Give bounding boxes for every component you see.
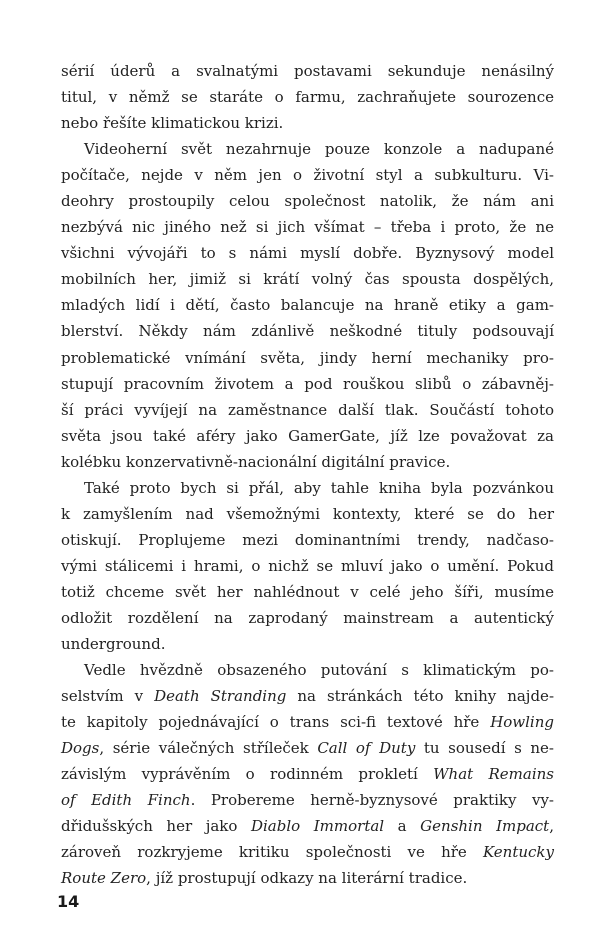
italic-title: Dogs bbox=[61, 739, 100, 758]
italic-title: Death Stranding bbox=[154, 687, 287, 706]
text-line: kolébku konzervativně-nacionální digitální pravice. bbox=[61, 452, 451, 471]
text-line bbox=[61, 735, 554, 761]
italic-title: What Remains bbox=[433, 765, 555, 784]
italic-title: Howling bbox=[490, 713, 554, 732]
text-line: problematické vnímání světa, jindy herní mechaniky pro- bbox=[61, 348, 554, 367]
text-line bbox=[61, 839, 554, 865]
text-line bbox=[61, 683, 554, 709]
text-line: všichni vývojáři to s námi myslí dobře. Byznysový model bbox=[61, 244, 554, 263]
italic-title: Call of Duty bbox=[317, 739, 416, 758]
text-run: závislým vyprávěním o rodinném prokletí bbox=[61, 765, 434, 784]
text-line bbox=[61, 761, 554, 787]
text-line: Také proto bych si přál, aby tahle kniha byla pozvánkou bbox=[84, 478, 554, 497]
text-line: mladých lidí i dětí, často balancuje na hraně etiky a gam- bbox=[61, 296, 554, 315]
text-run: zároveň rozkryjeme kritiku společnosti ve hře bbox=[61, 843, 483, 862]
text-run: dřidušských her jako bbox=[61, 817, 251, 836]
text-line: Videoherní svět nezahrnuje pouze konzole a nadupané bbox=[84, 140, 554, 159]
text-run: . Probereme herně-byznysové praktiky vy- bbox=[190, 791, 554, 810]
body-text bbox=[61, 58, 554, 892]
text-line: deohry prostoupily celou společnost natolik, že nám ani bbox=[61, 192, 554, 211]
text-line: underground. bbox=[61, 635, 166, 654]
text-line: ší práci vyvíjejí na zaměstnance další tlak. Součástí tohoto bbox=[61, 400, 554, 419]
text-line: titul, v němž se staráte o farmu, zachraňujete sourozence bbox=[61, 88, 554, 107]
text-line bbox=[61, 709, 554, 735]
text-line: světa jsou také aféry jako GamerGate, jíž lze považovat za bbox=[61, 426, 554, 445]
italic-title: Genshin Impact bbox=[420, 817, 550, 836]
text-line: Vedle hvězdně obsazeného putování s klimatickým po- bbox=[84, 661, 554, 680]
text-line: odložit rozdělení na zaprodaný mainstream a autentický bbox=[61, 608, 554, 627]
page-number: 14 bbox=[57, 892, 80, 911]
text-run: te kapitoly pojednávající o trans sci-fi textové hře bbox=[61, 713, 491, 732]
italic-title: of Edith Finch bbox=[61, 791, 191, 810]
text-run: tu sousedí s ne- bbox=[415, 739, 554, 758]
text-run: a bbox=[384, 817, 421, 836]
text-line: sérií úderů a svalnatými postavami sekunduje nenásilný bbox=[61, 62, 554, 80]
text-run: , bbox=[549, 817, 554, 836]
text-run: , série válečných stříleček bbox=[99, 739, 318, 758]
text-run: na stránkách této knihy najde- bbox=[286, 687, 555, 706]
text-line bbox=[61, 787, 554, 813]
italic-title: Diablo Immortal bbox=[250, 817, 385, 836]
text-line bbox=[61, 865, 554, 891]
text-line: k zamyšlením nad všemožnými kontexty, které se do her bbox=[61, 504, 554, 523]
text-run: selstvím v bbox=[61, 687, 155, 706]
text-run: , jíž prostupují odkazy na literární tradice. bbox=[146, 869, 468, 888]
text-line: totiž chceme svět her nahlédnout v celé jeho šíři, musíme bbox=[61, 582, 554, 601]
text-line: mobilních her, jimiž si krátí volný čas spousta dospělých, bbox=[61, 270, 554, 289]
italic-title: Route Zero bbox=[61, 869, 147, 888]
text-line: počítače, nejde v něm jen o životní styl a subkulturu. Vi- bbox=[61, 166, 554, 185]
text-line: nezbývá nic jiného než si jich všímat – třeba i proto, že ne bbox=[61, 218, 554, 237]
text-line: vými stálicemi i hrami, o nichž se mluví jako o umění. Pokud bbox=[61, 556, 554, 575]
italic-title: Kentucky bbox=[483, 843, 554, 862]
text-line bbox=[61, 813, 554, 839]
text-line: nebo řešíte klimatickou krizi. bbox=[61, 114, 284, 133]
text-line: otiskují. Proplujeme mezi dominantními trendy, nadčaso- bbox=[61, 530, 554, 549]
text-line: blerství. Někdy nám zdánlivě neškodné tituly podsouvají bbox=[61, 322, 554, 341]
text-line: stupují pracovním životem a pod rouškou slibů o zábavněj- bbox=[61, 374, 554, 393]
